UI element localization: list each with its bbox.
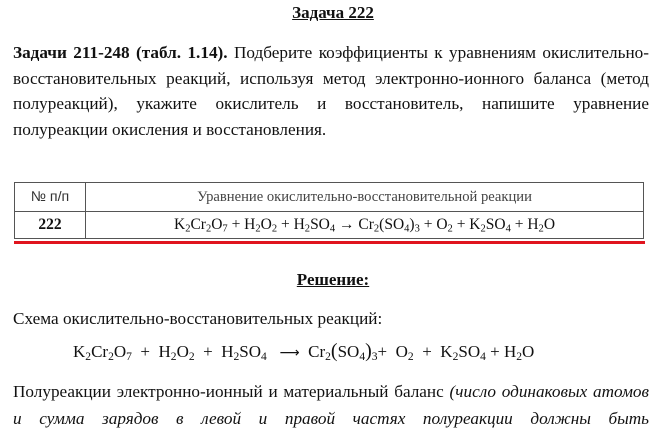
task-range-label: Задачи 211-248 (табл. 1.14).: [13, 43, 228, 62]
half-reactions-text: [13, 378, 649, 432]
half-reactions-italic: (число одинаковых атомов и сумма зарядов в левой и правой частях полуреакции должны быть: [13, 382, 649, 428]
header-number: № п/п: [15, 183, 86, 212]
row-equation: $K_2Cr_2O_7 + H_2O_2 + H_2SO_4 \to Cr_2(SO_4)_3 + O_2 + K_2SO_4 + H_2O$: [86, 212, 644, 239]
task-table: [14, 182, 644, 239]
solution-title: Решение:: [296, 270, 370, 289]
row-number: 222: [15, 212, 86, 239]
half-reactions-plain: Полуреакции электронно-ионный и материальный баланс: [13, 382, 450, 401]
scheme-equation: $K_2Cr_2O_7 + H_2O_2 + H_2SO_4$ ⟶ $Cr_2(SO_4)_3+ O_2 + K_2SO_4 + H_2O$: [73, 340, 535, 363]
red-underline: [14, 241, 645, 244]
task-description: [13, 40, 649, 143]
task-table-row: [15, 212, 644, 239]
header-equation: Уравнение окислительно-восстановительной реакции: [86, 183, 644, 212]
scheme-label: Схема окислительно-восстановительных реакций:: [13, 309, 383, 328]
task-title: Задача 222: [292, 3, 374, 22]
task-instruction-text: Подберите коэффициенты к уравнениям окислительно-восстановительных реакций, используя метод электронно-ионного баланса (метод полуреакций), укажите окислитель и восстановитель, напишите уравнение полуреакции окисления и восстановления.: [13, 43, 649, 140]
task-table-header-row: [15, 183, 644, 212]
